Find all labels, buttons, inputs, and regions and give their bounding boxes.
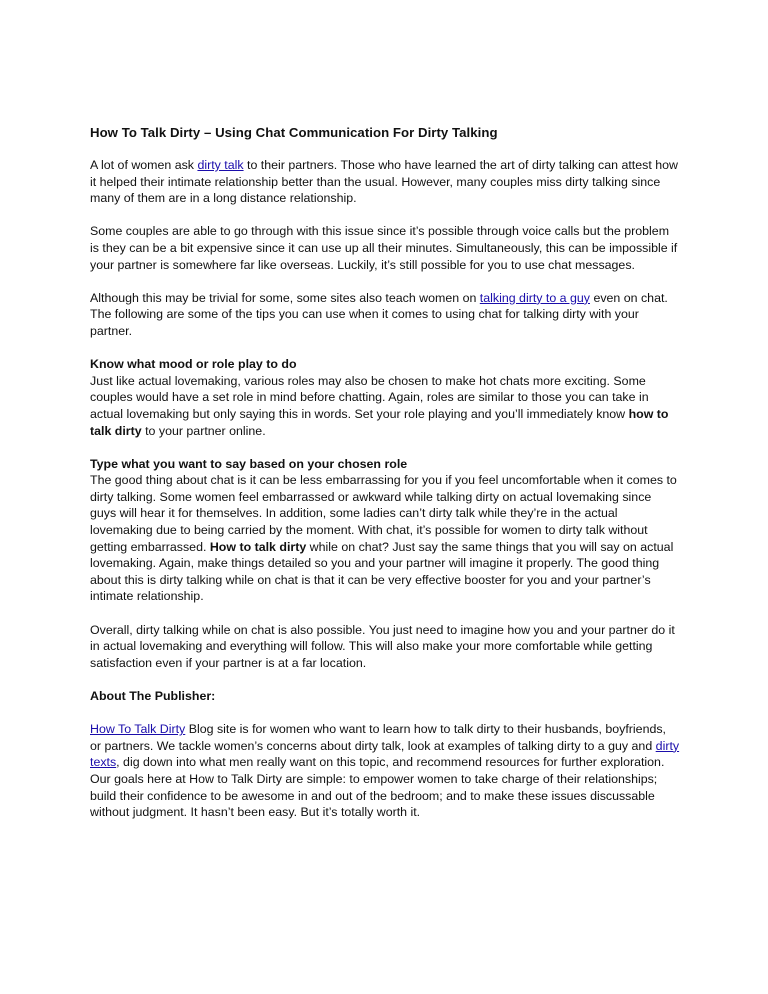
section-mood-bold: how to talk dirty xyxy=(90,406,669,438)
about-publisher-text xyxy=(90,721,680,821)
talking-dirty-to-a-guy-link[interactable]: talking dirty to a guy xyxy=(479,290,590,305)
article-title: How To Talk Dirty – Using Chat Communication For Dirty Talking xyxy=(90,125,498,140)
paragraph-intro-text-b: to their partners. Those who have learned the art of dirty talking can attest how it helped their intimate relationship better than the usual. However, many couples miss dirty talking since many of them are in a long distance relationship. xyxy=(90,158,678,206)
paragraph-sites-text-a: Although this may be trivial for some, some sites also teach women on xyxy=(90,290,480,305)
about-publisher-heading: About The Publisher: xyxy=(90,689,216,703)
dirty-talk-link[interactable]: dirty talk xyxy=(197,158,244,172)
paragraph-overall: Overall, dirty talking while on chat is also possible. You just need to imagine how you and your partner do it in actual lovemaking and everything will follow. This will also make your more comfortable while getting satisfaction even if your partner is at a far location. xyxy=(90,622,675,670)
about-text-a: Blog site is for women who want to learn how to talk dirty to their husbands, boyfriends, or partners. We tackle women’s concerns about dirty talk, look at examples of talking dirty to a guy and xyxy=(90,722,666,753)
paragraph-intro-text-a: A lot of women ask xyxy=(90,158,198,172)
paragraph-sites xyxy=(90,290,680,340)
section-mood-heading: Know what mood or role play to do xyxy=(90,357,297,372)
section-type-text-b: while on chat? Just say the same things that you will say on actual lovemaking. Again, make things detailed so you and your partner will imagine it properly. The good thing about this is dirty talking while on chat is that it can be very effective booster for you and your partner’s intimate relationship. xyxy=(90,539,674,604)
section-mood-text-a: Just like actual lovemaking, various roles may also be chosen to make hot chats more exciting. Some couples would have a set role in mind before chatting. Again, roles are similar to those you can take in actual lovemaking but only saying this in words. Set your role playing and you’ll immediately know xyxy=(90,373,649,421)
section-type-heading: Type what you want to say based on your chosen role xyxy=(90,456,408,471)
section-type-what-you-want xyxy=(90,456,680,605)
paragraph-voice-calls: Some couples are able to go through with this issue since it’s possible through voice calls but the problem is they can be a bit expensive since it can use up all their minutes. Simultaneously, this can be impossible if your partner is somewhere far like overseas. Luckily, it’s still possible for you to use chat messages. xyxy=(90,224,678,272)
section-type-bold: How to talk dirty xyxy=(209,539,307,554)
how-to-talk-dirty-link[interactable]: How To Talk Dirty xyxy=(90,722,186,737)
document-page xyxy=(90,124,680,837)
section-type-text-a: The good thing about chat is it can be less embarrassing for you if you feel uncomfortable when it comes to dirty talking. Some women feel embarrassed or awkward while talking dirty on actual lovemaking since guys will hear it for themselves. In addition, some ladies can’t dirty talk while they’re in the actual lovemaking due to being carried by the moment. With chat, it’s possible for women to dirty talk without getting embarrassed. xyxy=(90,473,677,554)
paragraph-intro xyxy=(90,157,680,207)
section-mood-role-play xyxy=(90,356,680,439)
dirty-texts-link[interactable]: dirty texts xyxy=(90,738,680,770)
paragraph-sites-text-b: even on chat. The following are some of the tips you can use when it comes to using chat for talking dirty with your partner. xyxy=(90,290,668,338)
about-text-b: , dig down into what men really want on this topic, and recommend resources for further exploration. Our goals here at How to Talk Dirty are simple: to empower women to take charge of their relationships; build their confidence to be awesome in and out of the bedroom; and to make these issues discussable without judgment. It hasn’t been easy. But it’s totally worth it. xyxy=(90,755,665,820)
section-mood-text-b: to your partner online. xyxy=(141,423,266,438)
